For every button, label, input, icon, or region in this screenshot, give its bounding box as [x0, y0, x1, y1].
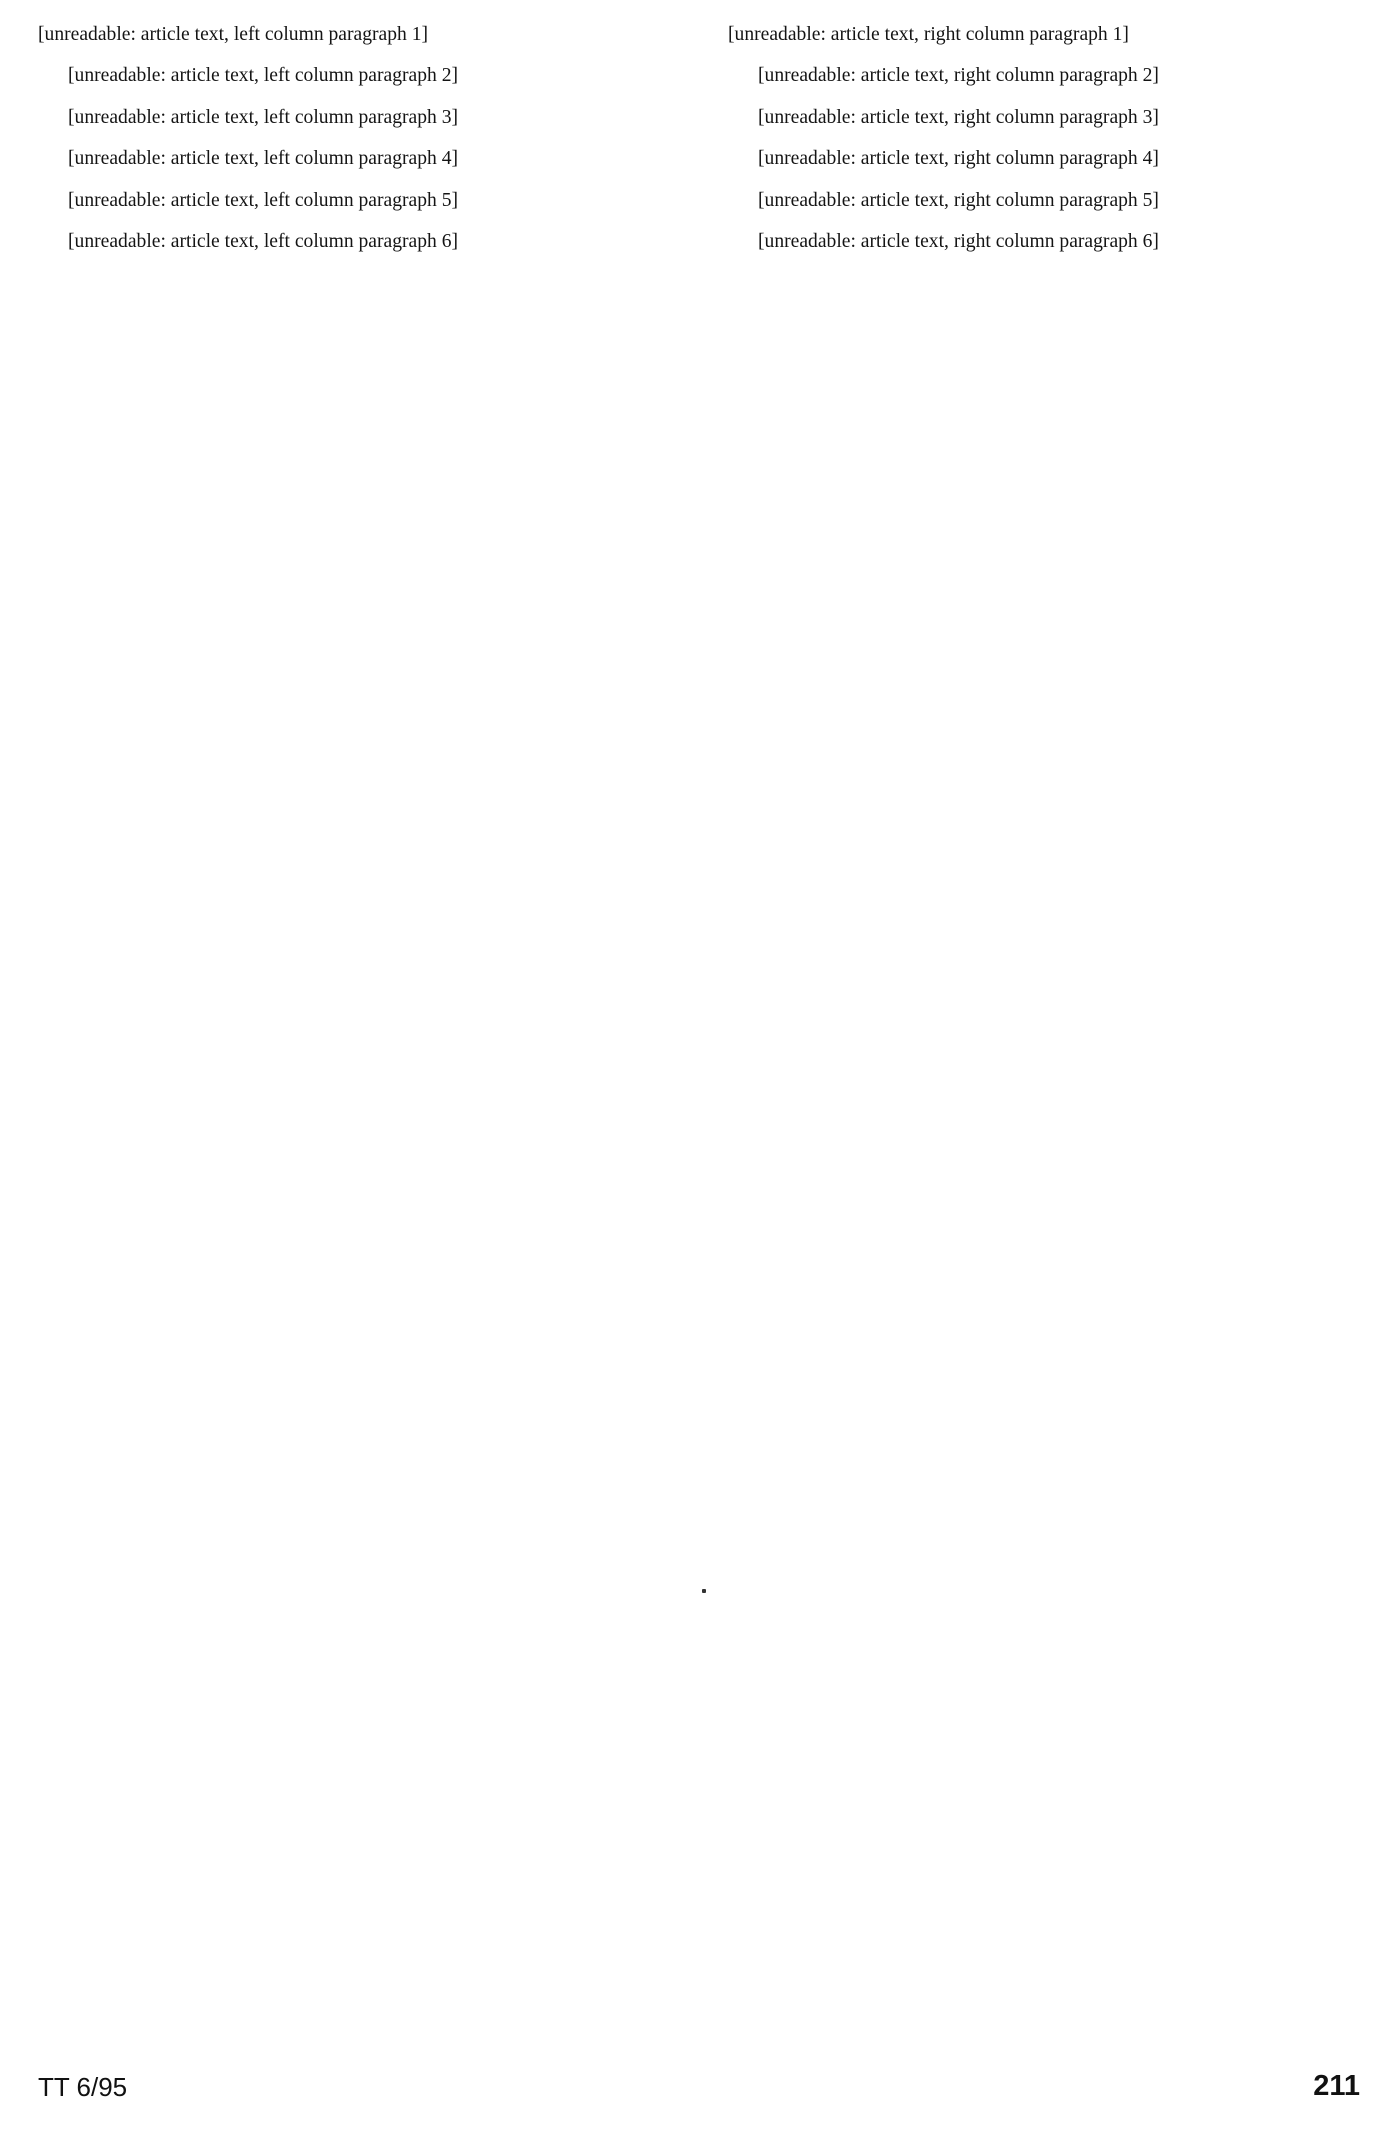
paragraph: [unreadable: article text, right column paragraph 6]: [758, 231, 1159, 253]
paragraph: [unreadable: article text, left column paragraph 5]: [68, 189, 459, 211]
paragraph: [unreadable: article text, right column paragraph 3]: [758, 106, 1159, 128]
right-text-column: [728, 22, 1359, 1957]
page-number: 211: [1313, 2070, 1360, 2102]
print-speck: [702, 1589, 706, 1593]
paragraph: [unreadable: article text, left column paragraph 2]: [68, 65, 459, 87]
paragraph: [unreadable: article text, right column paragraph 4]: [758, 148, 1159, 170]
paragraph: [unreadable: article text, left column paragraph 3]: [68, 106, 459, 128]
paragraph: [unreadable: article text, right column paragraph 2]: [758, 65, 1159, 87]
paragraph: [unreadable: article text, left column paragraph 1]: [38, 24, 429, 45]
paragraph: [unreadable: article text, right column paragraph 5]: [758, 189, 1159, 211]
paragraph: [unreadable: article text, right column paragraph 1]: [728, 24, 1129, 45]
paragraph: [unreadable: article text, left column paragraph 6]: [68, 231, 459, 253]
paragraph: [unreadable: article text, left column paragraph 4]: [68, 148, 459, 170]
left-text-column: [38, 22, 669, 1957]
issue-label: TT 6/95: [38, 2072, 128, 2102]
